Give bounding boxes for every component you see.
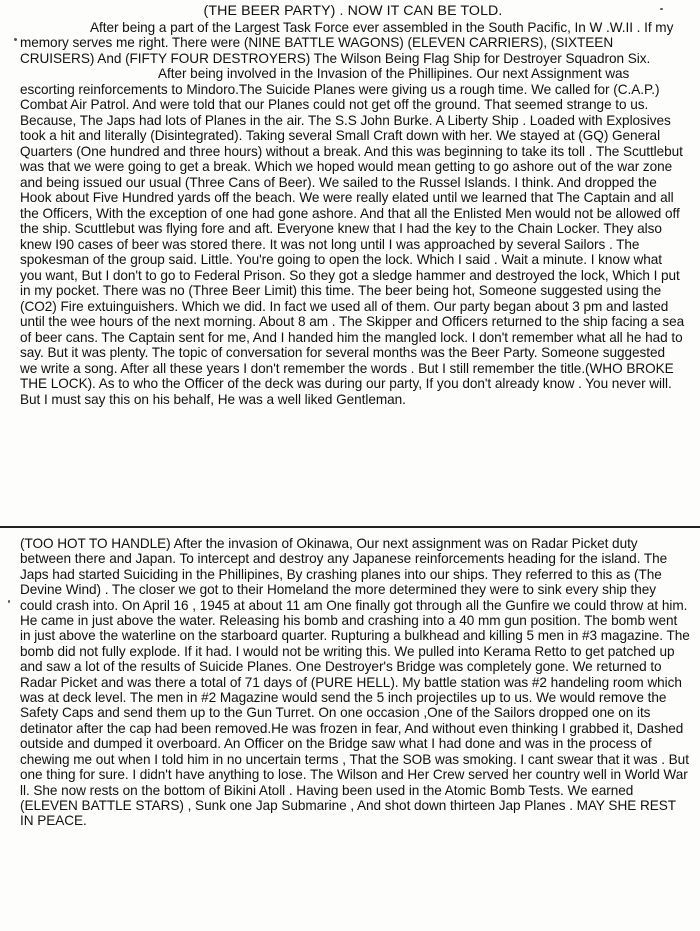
document-title: (THE BEER PARTY) . NOW IT CAN BE TOLD. [203, 3, 503, 19]
section1-paragraph2: After being involved in the Invasion of the Phillipines. Our next Assignment was escorting reinforcements to Mindoro.The Suicide Planes were giving us a rough time. We called for (C.A.P.) Combat Air Patrol. And were told that our Planes could not get off the ground. That seemed strange to us. Because, The Japs had lots of Planes in the air. The S.S John Burke. A Liberty Ship . Loaded with Explosives took a hit and literally (Disintegrated). Taking several Small Craft down with her. We stayed at (GQ) General Quarters (One hundred and three hours) without a break. And this was beginning to take its toll . The Scuttlebut was that we were going to get a break. Which we hoped would mean getting to go ashore out of the war zone and being issued our usual (Three Cans of Beer). We sailed to the Russel Islands. I think. And dropped the Hook about Five Hundred yards off the beach. We were really elated until we learned that The Captain and all the Officers, With the exception of one had gone ashore. And that all the Enlisted Men would not be allowed off the ship. Scuttlebut was flying fore and aft. Everyone knew that I had the key to the Chain Locker. They also knew I90 cases of beer was stored there. It was not long until I was approached by several Sailors . The spokesman of the group said. Little. You're going to open the lock. Which I said . Wait a minute. I know what you want, But I don't to go to Federal Prison. So they got a sledge hammer and destroyed the lock, Which I put in my pocket. There was no (Three Beer Limit) this time. The beer being hot, Someone suggested using the (CO2) Fire extuinguishers. Which we did. In fact we used all of them. Our party began about 3 pm and lasted until the wee hours of the next morning. About 8 am . The Skipper and Officers returned to the ship facing a sea of beer cans. The Captain sent for me, And I handed him the mangled lock. I don't remember what all he had to say. But it was plenty. The topic of conversation for several months was the Beer Party. Someone suggested we write a song. After all these years I don't remember the words . But I still remember the title.(WHO BROKE THE LOCK). As to who the Officer of the deck was during our party, If you don't already know . You never will. But I must say this on his behalf, He was a well liked Gentleman. [20, 66, 685, 407]
scan-speck [660, 8, 663, 10]
section-divider [0, 526, 700, 528]
section2-paragraph: (TOO HOT TO HANDLE) After the invasion of Okinawa, Our next assignment was on Radar Picket duty between there and Japan. To intercept and destroy any Japanese reinforcements heading for the island. The Japs had started Suiciding in the Phillipines, By crashing planes into our ships. They referred to this as (The Devine Wind) . The closer we got to their Homeland the more determined they were to sink every ship they could crash into. On April 16 , 1945 at about 11 am One finally got through all the Gunfire we could throw at him. He came in just above the water. Releasing his bomb and crashing into a 40 mm gun position. The bomb went in just above the waterline on the starboard quarter. Rupturing a bulkhead and killing 5 men in #3 magazine. The bomb did not fully explode. If it had. I would not be writing this. We pulled into Kerama Retto to get patched up and saw a lot of the results of Suicide Planes. One Destroyer's Bridge was completely gone. We returned to Radar Picket and was there a total of 71 days of (PURE HELL). My battle station was #2 handeling room which was at deck level. The men in #2 Magazine would send the 5 inch projectiles up to us. We would remove the Safety Caps and send them up to the Gun Turret. On one occasion ,One of the Sailors dropped one on its detinator after the cap had been removed.He was frozen in fear, And without even thinking I grabbed it, Dashed outside and dumped it overboard. An Officer on the Bridge saw what I had done and was in the process of chewing me out when I told him in no uncertain terms , That the SOB was smoking. I cant swear that it was . But one thing for sure. I didn't have anything to lose. The Wilson and Her Crew served her country well in World War ll. She now rests on the bottom of Bikini Atoll . Having been used in the Atomic Bomb Tests. We earned (ELEVEN BATTLE STARS) , Sunk one Jap Submarine , And shot down thirteen Jap Planes . MAY SHE REST IN PEACE. [20, 536, 690, 829]
section2 [20, 536, 690, 829]
scan-speck [14, 38, 17, 41]
scan-speck [8, 600, 10, 603]
section1-paragraph1: After being a part of the Largest Task Force ever assembled in the South Pacific, In W .W.II . If my memory serves me right. There were (NINE BATTLE WAGONS) (ELEVEN CARRIERS), (SIXTEEN CRUISERS) And (FIFTY FOUR DESTROYERS) The Wilson Being Flag Ship for Destroyer Squadron Six. [20, 19, 674, 66]
